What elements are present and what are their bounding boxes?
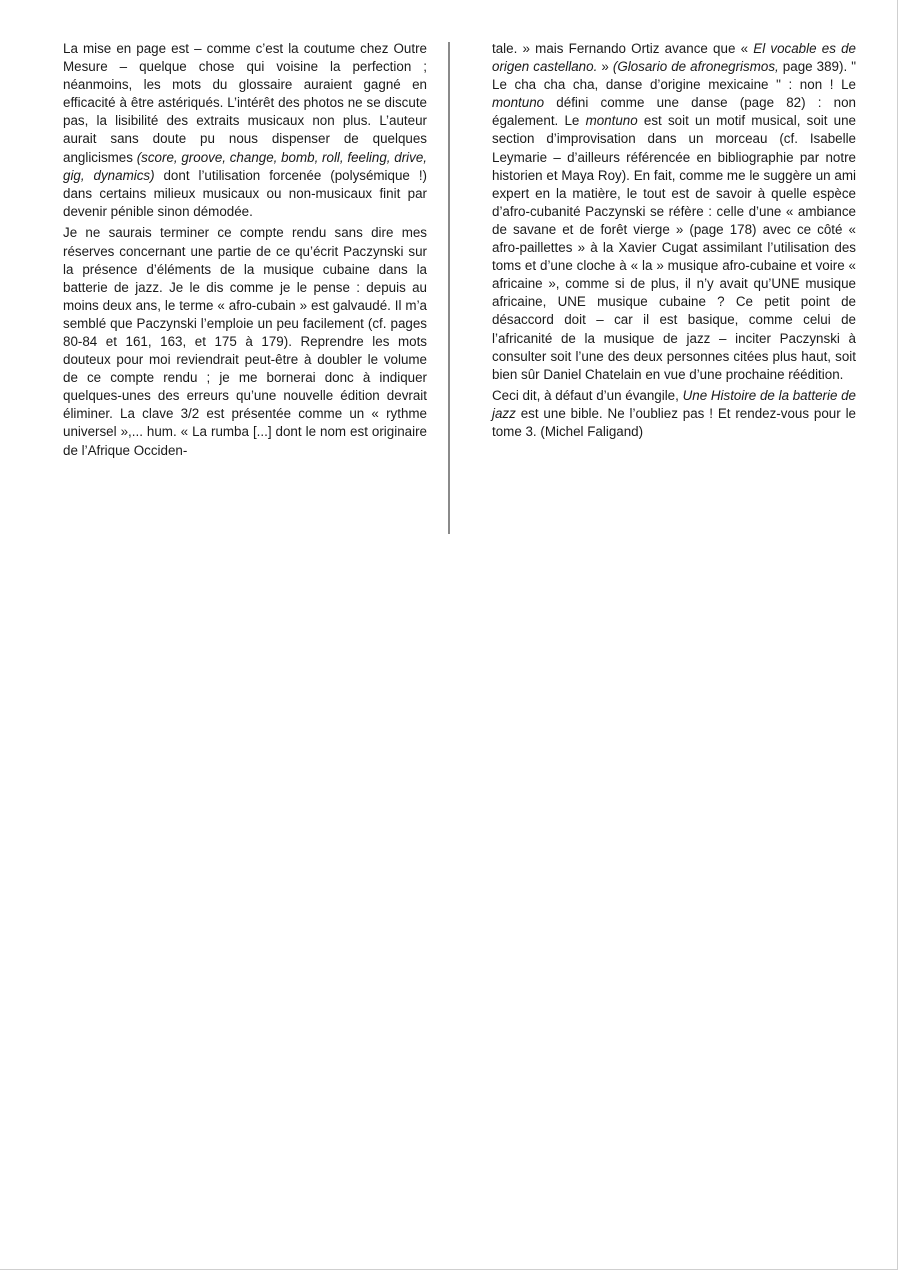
column-divider xyxy=(448,42,450,534)
book-title: Une Histoire de la batterie de jazz xyxy=(492,388,857,422)
paragraph-afro-cuban-reservations: Je ne saurais terminer ce compte rendu sans dire mes réserves concernant une partie de ce qu’écrit Paczynski sur la présence d’éléments de la musique cubaine dans la batterie de jazz. Je le dis comme je le pense : depuis au moins deux ans, le terme « afro-cubain » est galvaudé. Il m’a semblé que Paczynski l’emploie un peu facilement (cf. pages 80-84 et 161, 163, et 175 à 179). Reprendre les mots douteux pour moi reviendrait peut-être à doubler le volume de ce compte rendu ; je me bornerai donc à indiquer quelques-unes des erreurs qu’une nouvelle édition devrait éliminer. La clave 3/2 est présentée comme un « rythme universel »,... hum. « La rumba [...] dont le nom est originaire de l’Afrique Occiden- xyxy=(63,225,427,458)
text-span: est soit un motif musical, soit une section d’improvisation dans un morceau (cf. Isabelle Leymarie – d’ailleurs référencée en bibliographie par notre historien et Maya Roy). En fait, comme me le suggère un ami expert en la matière, le tout est de savoir à quelle espèce d’afro-cubanité Paczynski se réfère : celle d’une « ambiance de savane et de forêt vierge » (page 178) avec ce côté « afro-paillettes » à la Xavier Cugat assimilant l’utilisation des toms et d’une cloche à « la » musique afro-cubaine et voire « africaine », comme si de plus, il n’y avait qu’UNE musique africaine, UNE musique cubaine ? Ce petit point de désaccord doit – car il est basique, comme celui de l’africanité de la musique de jazz – inciter Paczynski à consulter soit l’une des deux personnes citées plus haut, soit bien sûr Daniel Chatelain en vue d’une prochaine réédition. xyxy=(492,113,856,382)
citation-title: (Glosario de afronegrismos, xyxy=(612,59,779,75)
paragraph-conclusion xyxy=(492,387,856,441)
text-span: dont l’utilisation forcenée (polysémique !) dans certains milieux musicaux ou non-musicaux finit par devenir pénible sinon démodée. xyxy=(63,167,427,219)
paragraph-layout-critique xyxy=(63,40,427,221)
term-italic: montuno xyxy=(492,95,545,111)
paragraph-errors-list xyxy=(492,40,856,384)
text-span: page 389). " Le cha cha cha, danse d’origine mexicaine " : non ! Le xyxy=(492,59,856,93)
term-italic: montuno xyxy=(585,113,638,129)
text-span: Ceci dit, à défaut d’un évangile, xyxy=(492,388,683,404)
text-span: est une bible. Ne l’oubliez pas ! Et rendez-vous pour le tome 3. (Michel Faligand) xyxy=(492,406,856,440)
left-column xyxy=(63,40,427,463)
text-span: défini comme une danse (page 82) : non également. Le xyxy=(492,95,856,129)
text-span: » xyxy=(597,59,613,75)
right-column xyxy=(492,40,856,445)
quote-italic: El vocable es de origen castellano. xyxy=(492,41,856,75)
anglicisms-list: (score, groove, change, bomb, roll, feeling, drive, gig, dynamics) xyxy=(63,149,427,183)
text-span: La mise en page est – comme c’est la coutume chez Outre Mesure – quelque chose qui voisine la perfection ; néanmoins, les mots du glossaire auraient gagné en efficacité à être astériqués. L’intérêt des photos ne se discute pas, la lisibilité des extraits musicaux non plus. L’auteur aurait sans doute pu nous dispenser de quelques anglicismes xyxy=(63,41,427,165)
text-span: tale. » mais Fernando Ortiz avance que « xyxy=(492,41,754,56)
